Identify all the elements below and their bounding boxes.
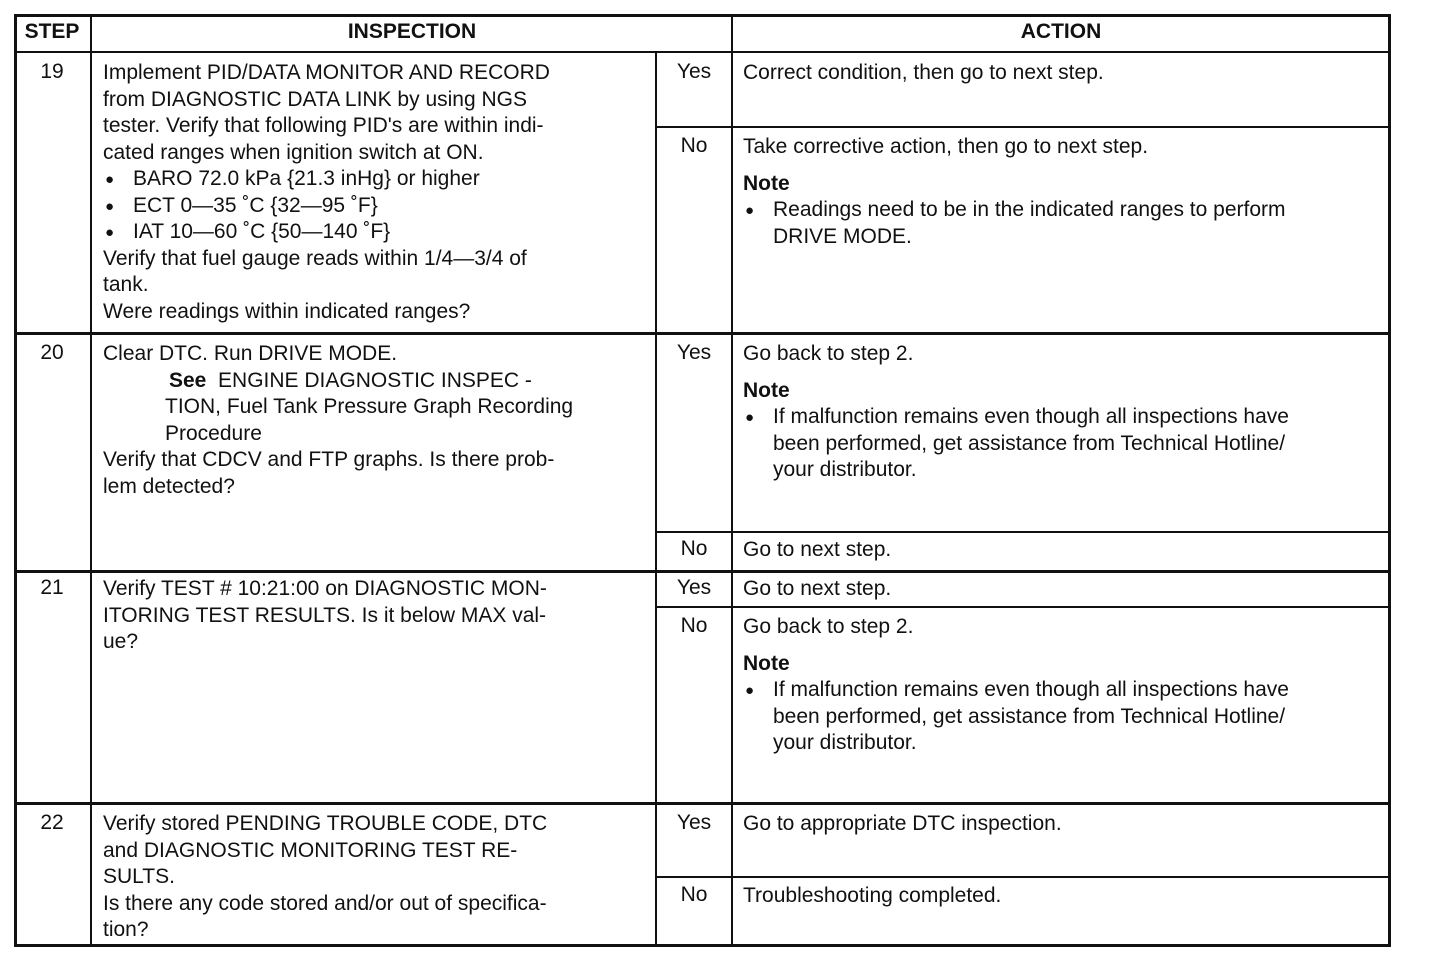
no-action: Go back to step 2. Note ● If malfunction remains even though all inspections have been performed, get assistance from Technical Hotline/ your distributor. xyxy=(743,614,1289,757)
bullet-item: ● ECT 0—35 ˚C {32—95 ˚F} xyxy=(103,193,550,220)
note-bullet: ● If malfunction remains even though all inspections have xyxy=(743,404,1289,431)
table-border-right xyxy=(1388,14,1391,947)
bullet-item: ● BARO 72.0 kPa {21.3 inHg} or higher xyxy=(103,166,550,193)
yes-action: Correct condition, then go to next step. xyxy=(743,61,1104,84)
inspection-text: Verify TEST # 10:21:00 on DIAGNOSTIC MON- ITORING TEST RESULTS. Is it below MAX val- ue? xyxy=(103,577,547,653)
no-label: No xyxy=(680,883,708,906)
yesno-sep-22 xyxy=(655,876,1391,878)
row-sep-21-22 xyxy=(14,802,1391,805)
bullet-item: ● IAT 10—60 ˚C {50—140 ˚F} xyxy=(103,219,550,246)
header-step: STEP xyxy=(24,20,80,43)
yesno-sep-21 xyxy=(655,606,1391,608)
table-border-left xyxy=(14,14,17,947)
table-border-bottom xyxy=(14,944,1391,947)
yes-action: Go to appropriate DTC inspection. xyxy=(743,812,1062,835)
no-label: No xyxy=(680,537,708,560)
note-bullet: ● Readings need to be in the indicated ranges to perform xyxy=(743,197,1286,224)
see-label: See xyxy=(169,368,207,392)
header-inspection: INSPECTION xyxy=(347,20,477,43)
no-action: Go to next step. xyxy=(743,538,892,561)
inspection-text: Clear DTC. Run DRIVE MODE. See ENGINE DIAGNOSTIC INSPEC - TION, Fuel Tank Pressure Graph Recording Procedure Verify that CDCV and FTP graphs. Is there prob- lem detected? xyxy=(103,342,574,498)
yesno-sep-19 xyxy=(655,126,1391,128)
yes-action: Go to next step. xyxy=(743,577,892,600)
note-title: Note xyxy=(743,171,790,195)
note-title: Note xyxy=(743,378,790,402)
inspection-text: Implement PID/DATA MONITOR AND RECORD from DIAGNOSTIC DATA LINK by using NGS tester. Verify that following PID's are within indi- cated ranges when ignition switch at ON. ● BARO 72.0 kPa {21.3 inHg} or higher ● ECT 0—35 ˚C {32—95 ˚F} ● IAT 10—60 ˚C {50—140 ˚F} Verify that fuel gauge reads within 1/4—3/4 of tank. Were readings within indicated ranges? xyxy=(103,60,550,325)
header-line xyxy=(14,51,1391,53)
no-action: Take corrective action, then go to next step. Note ● Readings need to be in the indicated ranges to perform DRIVE MODE. xyxy=(743,134,1286,250)
divider-step xyxy=(90,14,92,947)
header-action: ACTION xyxy=(1020,20,1102,43)
no-label: No xyxy=(680,614,708,637)
step-number: 20 xyxy=(40,341,64,364)
yes-label: Yes xyxy=(676,576,712,599)
yesno-sep-20 xyxy=(655,531,1391,533)
row-sep-20-21 xyxy=(14,570,1391,573)
step-number: 21 xyxy=(40,576,64,599)
no-action: Troubleshooting completed. xyxy=(743,884,1002,907)
row-sep-19-20 xyxy=(14,332,1391,335)
note-title: Note xyxy=(743,651,790,675)
inspection-table xyxy=(14,14,1391,947)
inspection-text: Verify stored PENDING TROUBLE CODE, DTC and DIAGNOSTIC MONITORING TEST RE- SULTS. Is there any code stored and/or out of specifica- tion? xyxy=(103,812,548,941)
yes-label: Yes xyxy=(676,60,712,83)
note-bullet: ● If malfunction remains even though all inspections have xyxy=(743,677,1289,704)
step-number: 19 xyxy=(40,60,64,83)
step-number: 22 xyxy=(40,811,64,834)
yes-label: Yes xyxy=(676,811,712,834)
yes-action: Go back to step 2. Note ● If malfunction remains even though all inspections have been performed, get assistance from Technical Hotline/ your distributor. xyxy=(743,341,1289,484)
yes-label: Yes xyxy=(676,341,712,364)
no-label: No xyxy=(680,134,708,157)
